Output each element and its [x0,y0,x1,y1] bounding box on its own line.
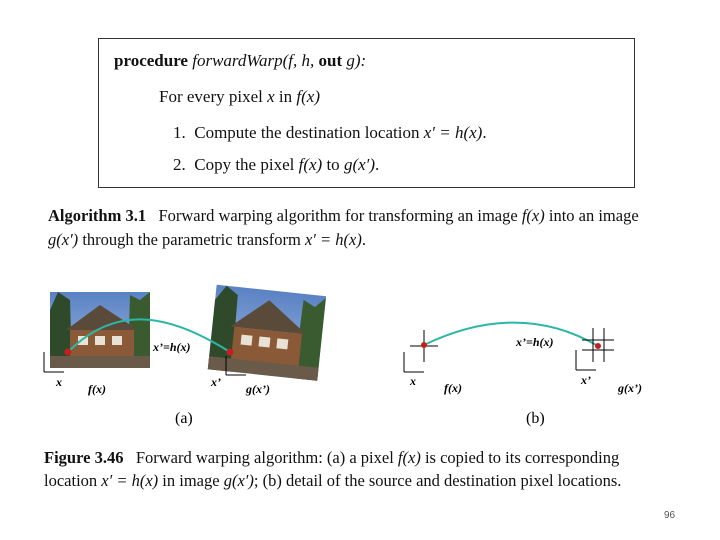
caption-text: Forward warping algorithm: (a) a pixel [135,448,398,467]
caption-text: . [361,230,366,249]
step-expr: x′ = h(x) [423,123,483,142]
step-number: 2. [173,155,186,174]
panel-a-label: (a) [175,410,193,427]
label-b-f: f(x) [444,381,462,395]
algorithm-caption-line-1 [48,206,639,226]
page-number: 96 [664,510,676,521]
dest-pixel-dot [227,349,234,356]
step-end: . [375,155,380,174]
caption-expr: g(x′) [48,230,79,249]
caption-expr: x′ = h(x) [304,230,362,249]
algorithm-box [98,38,635,188]
label-b-x: x [410,374,416,388]
figure-diagram [0,280,720,440]
label-a-xp: x’ [211,375,221,389]
procedure-args-end: g): [342,51,367,70]
source-pixel-dot-b [421,342,427,348]
loop-expr: f(x) [296,87,320,106]
step-mid: to [322,155,344,174]
loop-var: x [267,87,275,106]
out-keyword: out [318,51,343,70]
caption-expr: g(x′) [223,471,254,490]
source-pixel-dot [65,349,72,356]
label-a-g: g(x’) [246,382,270,396]
algorithm-line-procedure [114,51,366,71]
algorithm-step-1 [173,123,487,143]
axes-b-source [404,352,424,372]
algorithm-line-loop [159,87,320,107]
label-b-h: x’=h(x) [516,335,554,349]
step-end: . [482,123,487,142]
label-a-h: x’=h(x) [153,340,191,354]
procedure-keyword: procedure [114,51,188,70]
panel-b-label: (b) [526,410,545,427]
figure-caption-line-2 [44,471,621,491]
label-a-x: x [56,375,62,389]
warp-curve-b [424,323,598,346]
procedure-name: forwardWarp [192,51,283,70]
caption-text: Forward warping algorithm for transforming an image [158,206,522,225]
procedure-args: (f, h, [282,51,319,70]
dest-pixel-dot-b [595,343,601,349]
step-text: Copy the pixel [194,155,299,174]
step-text: Compute the destination location [194,123,424,142]
figure-caption-line-1 [44,448,619,468]
figure-label: Figure 3.46 [44,448,124,467]
algorithm-step-2 [173,155,379,175]
step-expr: g(x′) [343,155,376,174]
label-b-xp: x’ [581,373,591,387]
caption-expr: f(x) [397,448,421,467]
caption-text: through the parametric transform [78,230,305,249]
caption-expr: f(x) [521,206,545,225]
algorithm-label: Algorithm 3.1 [48,206,147,225]
loop-text: For every pixel [159,87,268,106]
caption-text: ; (b) detail of the source and destination pixel locations. [253,471,622,490]
algorithm-caption-line-2 [48,230,366,250]
loop-mid: in [274,87,297,106]
label-b-g: g(x’) [618,381,642,395]
step-number: 1. [173,123,186,142]
source-image [50,292,150,368]
label-a-f: f(x) [88,382,106,396]
caption-text: into an image [544,206,639,225]
step-expr: f(x) [298,155,323,174]
caption-text: location [44,471,102,490]
caption-text: is copied to its corresponding [420,448,620,467]
caption-text: in image [158,471,224,490]
caption-expr: x′ = h(x) [101,471,159,490]
